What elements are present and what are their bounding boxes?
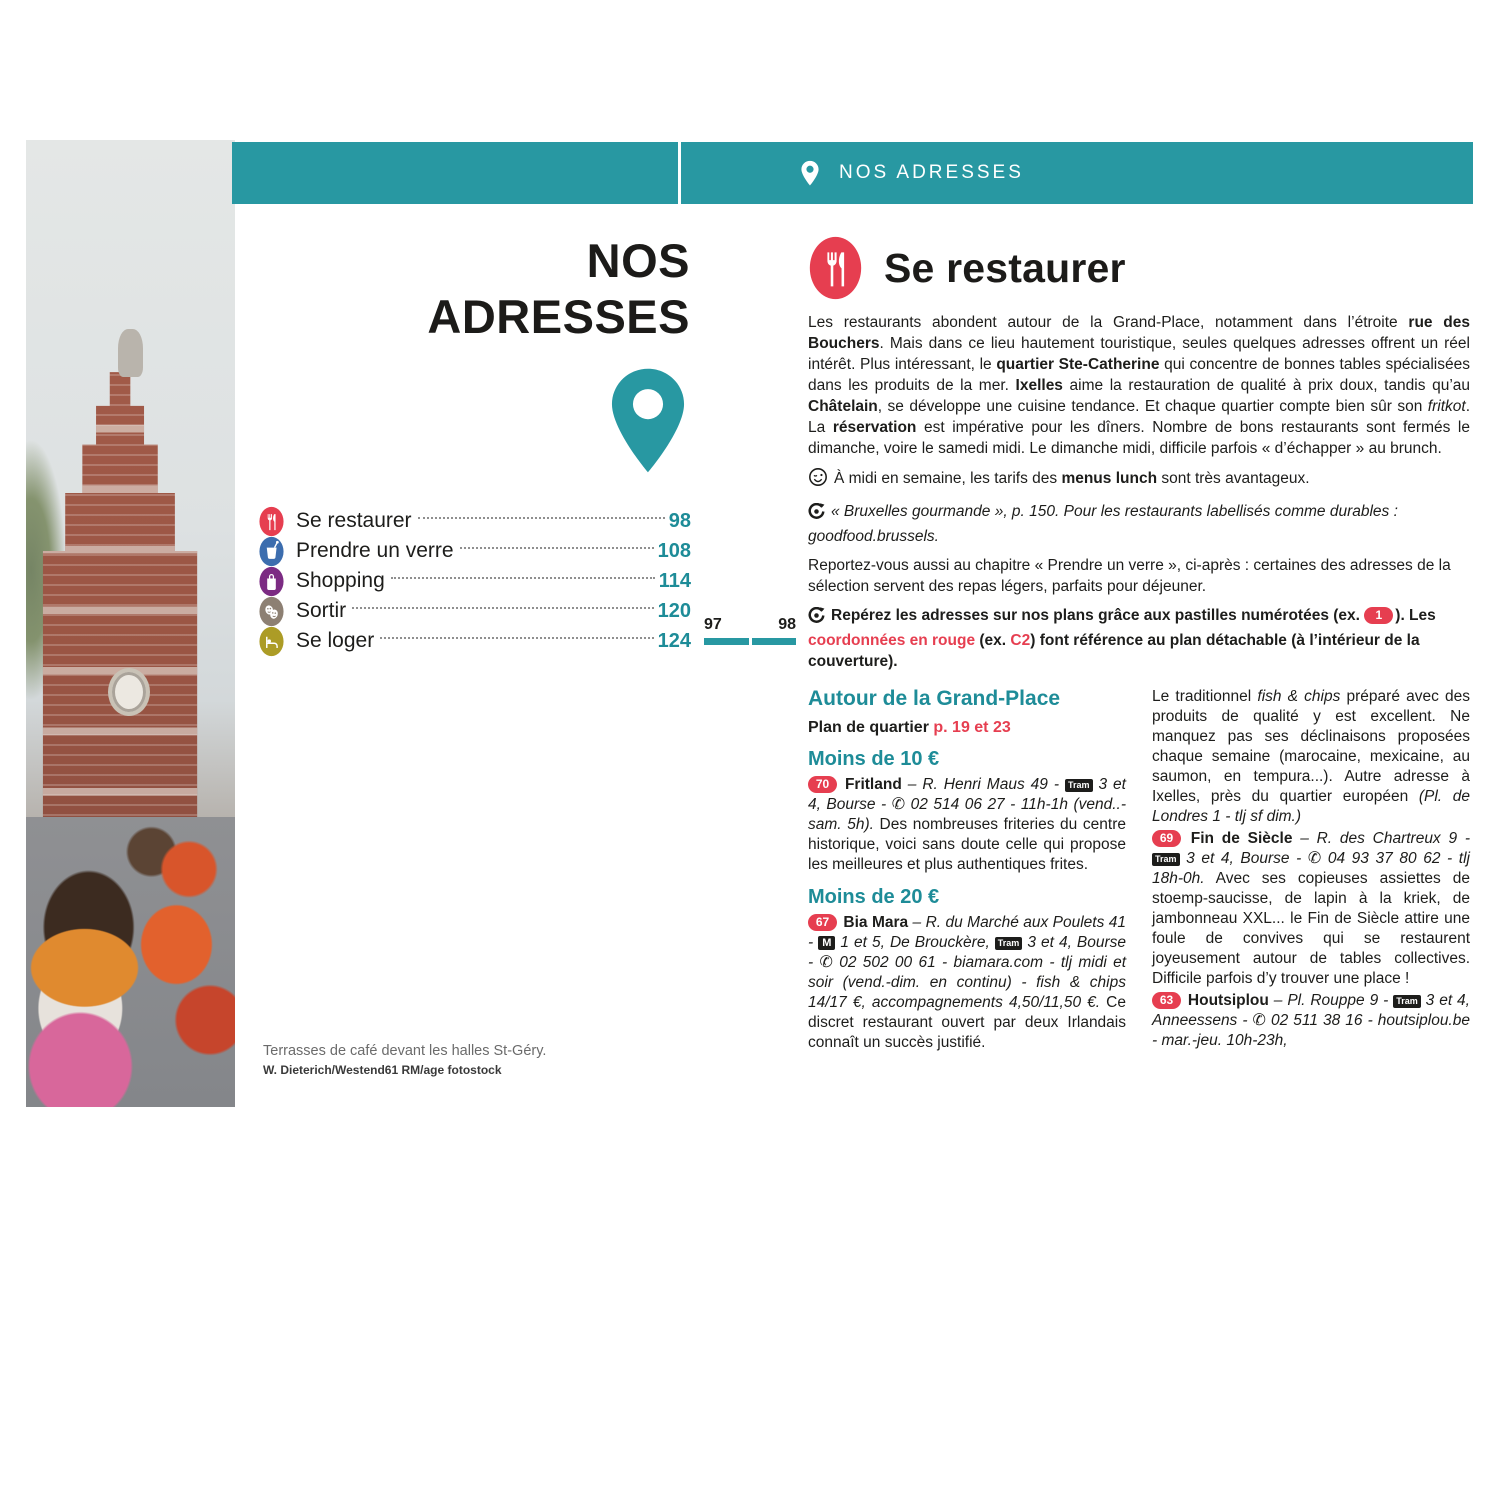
tram-icon: Tram [1393, 995, 1421, 1008]
listing-column-1 [808, 687, 1126, 1055]
page-indicator-bars [704, 638, 796, 645]
drink-icon [258, 536, 285, 567]
note-paragraph: « Bruxelles gourmande », p. 150. Pour les restaurants labellisés comme durables : goodfood.brussels. [808, 503, 1398, 545]
price-band-heading: Moins de 20 € [808, 886, 940, 908]
toc-item-label: Se restaurer [296, 509, 412, 532]
map-pill-number: 1 [1364, 607, 1393, 624]
shopping-icon [258, 566, 285, 597]
photo-caption-block [263, 1043, 723, 1077]
photo-credit: W. Dieterich/Westend61 RM/age fotostock [263, 1063, 502, 1077]
plan-reference: Plan de quartier p. 19 et 23 [808, 719, 1011, 736]
toc-dotted-leader [391, 577, 655, 579]
toc-item-page: 120 [657, 599, 691, 622]
page-title-line2: ADRESSES [427, 290, 690, 343]
photo-statue [118, 329, 143, 377]
crossref-icon [808, 507, 825, 524]
photo-clock [112, 672, 146, 712]
map-pill-number: 70 [808, 776, 837, 793]
toc-dotted-leader [380, 637, 653, 639]
restaurant-icon [808, 235, 863, 301]
page-number-left: 97 [704, 616, 722, 633]
tram-icon: Tram [1152, 853, 1180, 866]
intro-paragraph: Les restaurants abondent autour de la Grand-Place, notamment dans l’étroite rue des Bouchers. Mais dans ce lieu hautement touristique, seules quelques adresses offrent un réel intérêt. Plus intéressant, le quartier Ste-Catherine qui concentre de bonnes tables spécialisées dans les produits de la mer. Ixelles aime la restauration de qualité à prix doux, tandis qu’au Châtelain, se développe une cuisine tendance. Et chaque quartier compte bien sûr son fritkot. La réservation est impérative pour les dîners. Nombre de bons restaurants sont fermés le dimanche, voire le samedi midi. Le dimanche midi, difficile parfois « d’échapper » au brunch. [808, 314, 1471, 457]
toc-item-page: 124 [657, 629, 691, 652]
listing-column-2 [1152, 687, 1470, 1055]
toc-item-prendre-un-verre [258, 536, 691, 566]
section-header [808, 232, 1470, 304]
section-title: Se restaurer [884, 244, 1126, 291]
metro-icon: M [818, 936, 835, 950]
toc-item-label: Shopping [296, 569, 385, 592]
restaurant-entry: 67 Bia Mara – R. du Marché aux Poulets 41 - M 1 et 5, De Brouckère, Tram 3 et 4, Bourse - ✆ 02 502 00 61 - biamara.com - tlj midi et soir (vend.-dim. en continu) - fish & chips 14/17 €, accompagnements 4,50/11,50 €. Ce discret restaurant ouvert par deux Irlandais connaît un succès justifié. [808, 914, 1127, 1051]
toc-item-se-loger [258, 626, 691, 656]
map-pill-number: 63 [1152, 992, 1181, 1009]
bed-icon [258, 626, 285, 657]
restaurant-entry: 63 Houtsiplou – Pl. Rouppe 9 - Tram 3 et 4, Anneessens - ✆ 02 511 38 16 - houtsiplou.be - mar.-jeu. 10h-23h, [1152, 992, 1470, 1049]
pin-icon [606, 366, 690, 483]
toc-item-label: Prendre un verre [296, 539, 454, 562]
pin-icon [800, 160, 820, 187]
header-bar-left [232, 142, 678, 204]
masks-icon [258, 596, 285, 627]
toc-item-se-restaurer [258, 506, 691, 536]
page-number-right: 98 [778, 616, 796, 633]
toc-item-page: 108 [657, 539, 691, 562]
tram-icon: Tram [995, 937, 1023, 950]
phone-icon: ✆ [891, 796, 906, 813]
right-page [808, 232, 1470, 1055]
area-heading: Autour de la Grand-Place [808, 687, 1061, 710]
notes-block [808, 467, 1470, 672]
toc-dotted-leader [418, 517, 665, 519]
crossref-icon [808, 611, 825, 628]
toc-item-page: 98 [668, 509, 691, 532]
page-indicator [704, 616, 796, 645]
toc-dotted-leader [352, 607, 653, 609]
toc-item-shopping [258, 566, 691, 596]
toc-item-label: Sortir [296, 599, 347, 622]
photo-caption: Terrasses de café devant les halles St-Géry. [263, 1043, 547, 1059]
header-bar-right [681, 142, 1473, 204]
price-band-heading: Moins de 10 € [808, 748, 940, 770]
phone-icon: ✆ [1307, 850, 1322, 867]
photo-cafe-crowd [26, 817, 235, 1107]
restaurant-icon [258, 506, 285, 537]
listing-columns [808, 687, 1470, 1055]
tram-icon: Tram [1065, 779, 1093, 792]
toc-item-sortir [258, 596, 691, 626]
toc-dotted-leader [460, 547, 654, 549]
photo-halles-st-gery [26, 140, 235, 1107]
toc-list [258, 506, 691, 656]
restaurant-entry: 70 Fritland – R. Henri Maus 49 - Tram 3 et 4, Bourse - ✆ 02 514 06 27 - 11h-1h (vend..-sam. 5h). Des nombreuses friteries du centre historique, voici sans doute celle qui propose les meilleures et plus authentiques frites. [808, 776, 1126, 873]
phone-icon: ✆ [1252, 1012, 1266, 1029]
page-title [300, 233, 690, 345]
toc-item-page: 114 [658, 569, 691, 592]
continuation-paragraph: Le traditionnel fish & chips préparé avec des produits de qualité y est excellent. Ne manquez pas ses déclinaisons proposées chaque semaine (marocaine, mexicaine, au saumon, en tempura...). Autre adresse à Ixelles, près du quartier européen (Pl. de Londres 1 - tlj sf dim.) [1152, 688, 1470, 825]
page-title-line1: NOS [586, 234, 690, 287]
map-pill-number: 69 [1152, 830, 1181, 847]
note-paragraph: Repérez les adresses sur nos plans grâce aux pastilles numérotées (ex. 1 ). Les coordonnées en rouge (ex. C2) font référence au plan détachable (à l’intérieur de la couverture). [808, 607, 1436, 670]
map-pill-number: 67 [808, 914, 837, 931]
toc-item-label: Se loger [296, 629, 375, 652]
wink-icon [808, 474, 828, 491]
note-paragraph: À midi en semaine, les tarifs des menus lunch sont très avantageux. [808, 467, 1470, 493]
header-bar-label: NOS ADRESSES [839, 162, 1024, 183]
note-paragraph: Reportez-vous aussi au chapitre « Prendre un verre », ci-après : certaines des adresses de la sélection servent des repas légers, parfaits pour déjeuner. [808, 557, 1451, 595]
restaurant-entry: 69 Fin de Siècle – R. des Chartreux 9 - Tram 3 et 4, Bourse - ✆ 04 93 37 80 62 - tlj 18h-0h. Avec ses copieuses assiettes de stoemp-saucisse, de lapin à la kriek, de jambonneau XXL... le Fin de Siècle attire une foule de convives qui se restaurent joyeusement autour de tables collectives. Difficile parfois d’y trouver une place ! [1152, 830, 1470, 987]
phone-icon: ✆ [819, 954, 833, 971]
